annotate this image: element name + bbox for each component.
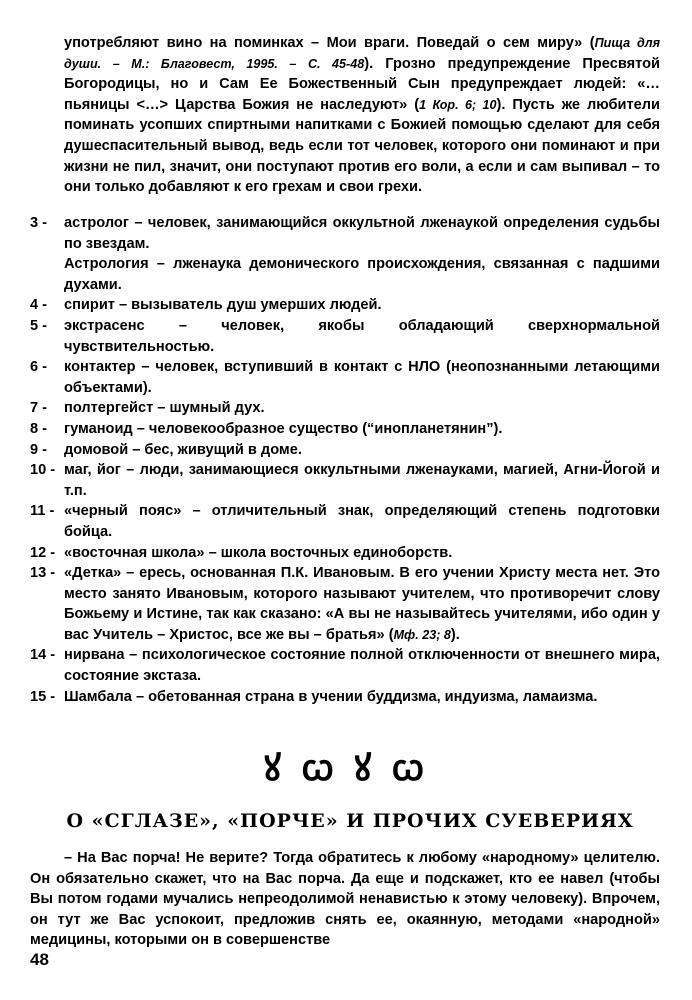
footnote-text	[64, 295, 660, 316]
footnote-text	[64, 543, 660, 564]
footnote-item	[30, 563, 660, 645]
footnote-number: 9 -	[30, 441, 48, 458]
footnote-item	[30, 687, 660, 708]
citation-text: Мф. 23; 8	[393, 627, 451, 642]
text-run: ).	[450, 626, 460, 643]
text-run: нирвана – психологическое состояние полной отключенности от внешнего мира, состояние экстаза.	[64, 647, 660, 685]
footnote-text	[64, 687, 660, 708]
footnote-number: 5 -	[30, 317, 48, 334]
footnote-item	[30, 316, 660, 357]
footnote-item	[30, 501, 660, 542]
section-heading: О «СГЛАЗЕ», «ПОРЧЕ» И ПРОЧИХ СУЕВЕРИЯХ	[66, 810, 634, 832]
footnote-item	[30, 543, 660, 564]
footnote-text	[64, 645, 660, 686]
text-run: полтергейст – шумный дух.	[64, 400, 265, 417]
footnote-number: 10 -	[30, 462, 56, 479]
text-run: употребляют вино на поминках – Мои враги. Поведай о сем миру» (	[64, 35, 595, 51]
text-run: «черный пояс» – отличительный знак, определяющий степень подготовки бойца.	[64, 503, 660, 540]
footnote-item	[30, 440, 660, 461]
ornament-divider: ꙋ ꙍ ꙋ ꙍ	[263, 747, 429, 789]
footnote-item	[30, 419, 660, 440]
footnote-item	[30, 460, 660, 501]
footnote-extra-text: Астрология – лженаука демонического происхождения, связанная с падшими духами.	[64, 256, 660, 293]
footnote-text	[64, 460, 660, 501]
footnote-item	[30, 357, 660, 398]
footnote-text	[64, 398, 660, 419]
text-run: ). Пусть же любители поминать усопших спиртными напитками с Божией помощью сделают для себя душеспасительный вывод, ведь если тот человек, которого они поминают и при жизни не пил, значит, они поступают против его воли, а если и сам выпивал – то они только добавляют к его грехам и свои грехи.	[64, 96, 660, 196]
text-run: экстрасенс – человек, якобы обладающий сверхнормальной чувствительностью.	[64, 317, 660, 355]
footnote-number: 15 -	[30, 688, 56, 705]
footnote-text	[64, 213, 660, 254]
text-run: «Детка» – ересь, основанная П.К. Ивановым. В его учении Христу места нет. Это место занято Ивановым, которого называют учителем, что противоречит слову Божьему и Истине, так как сказано: «А вы не называйтесь учителями, ибо один у вас Учитель – Христос, все же вы – братья» (	[64, 565, 660, 643]
footnote-number: 4 -	[30, 297, 48, 314]
text-run: Шамбала – обетованная страна в учении буддизма, индуизма, ламаизма.	[64, 688, 598, 705]
text-run: «восточная школа» – школа восточных единоборств.	[64, 544, 453, 561]
footnote-number: 14 -	[30, 647, 56, 664]
footnote-number: 7 -	[30, 400, 48, 417]
footnote-item	[30, 398, 660, 419]
text-run: ). Грозно предупреждение Пресвятой Богородицы, но и Сам Ее Божественный Сын предупреждает людей: «…пьяницы <…> Царства Божия не наследуют» (	[64, 55, 660, 113]
footnote-number: 8 -	[30, 420, 48, 437]
citation-text: 1 Кор. 6; 10	[419, 97, 497, 112]
section-paragraph: – На Вас порча! Не верите? Тогда обратитесь к любому «народному» целителю. Он обязательно скажет, что на Вас порча. Да еще и подскажет, кто ее навел (чтобы Вы потом годами мучались непреодолимой ненавистью к этому человеку). Впрочем, он тут же Вас успокоит, предложив снять ее, окаянную, методами «народной» медицины, которыми он в совершенстве	[30, 850, 660, 949]
footnote-number: 11 -	[30, 503, 55, 520]
continuation-paragraph	[64, 33, 660, 198]
footnote-number: 6 -	[30, 359, 48, 376]
text-run: гуманоид – человекообразное существо (“инопланетянин”).	[64, 420, 503, 437]
footnote-text	[64, 357, 660, 398]
footnote-text	[64, 563, 660, 645]
footnote-text	[64, 419, 660, 440]
page-number: 48	[30, 950, 49, 969]
footnote-item	[30, 213, 660, 254]
text-run: контактер – человек, вступивший в контакт с НЛО (неопознанными летающими объектами).	[64, 359, 660, 396]
footnote-text	[64, 440, 660, 461]
text-run: астролог – человек, занимающийся оккультной лженаукой определения судьбы по звездам.	[64, 215, 660, 252]
footnote-text	[64, 501, 660, 542]
footnote-number: 3 -	[30, 215, 48, 231]
footnote-number: 12 -	[30, 544, 56, 561]
footnote-item	[30, 295, 660, 316]
footnote-number: 13 -	[30, 565, 56, 582]
text-run: домовой – бес, живущий в доме.	[64, 441, 302, 458]
footnote-text	[64, 316, 660, 357]
footnotes-list	[30, 213, 660, 707]
text-run: маг, йог – люди, занимающиеся оккультными лженауками, магией, Агни-Йогой и т.п.	[64, 462, 660, 499]
footnote-item	[30, 645, 660, 686]
citation-text: Пища для души. – М.: Благовест, 1995. – С. 45-48	[64, 36, 660, 71]
text-run: спирит – вызыватель душ умерших людей.	[64, 297, 382, 314]
